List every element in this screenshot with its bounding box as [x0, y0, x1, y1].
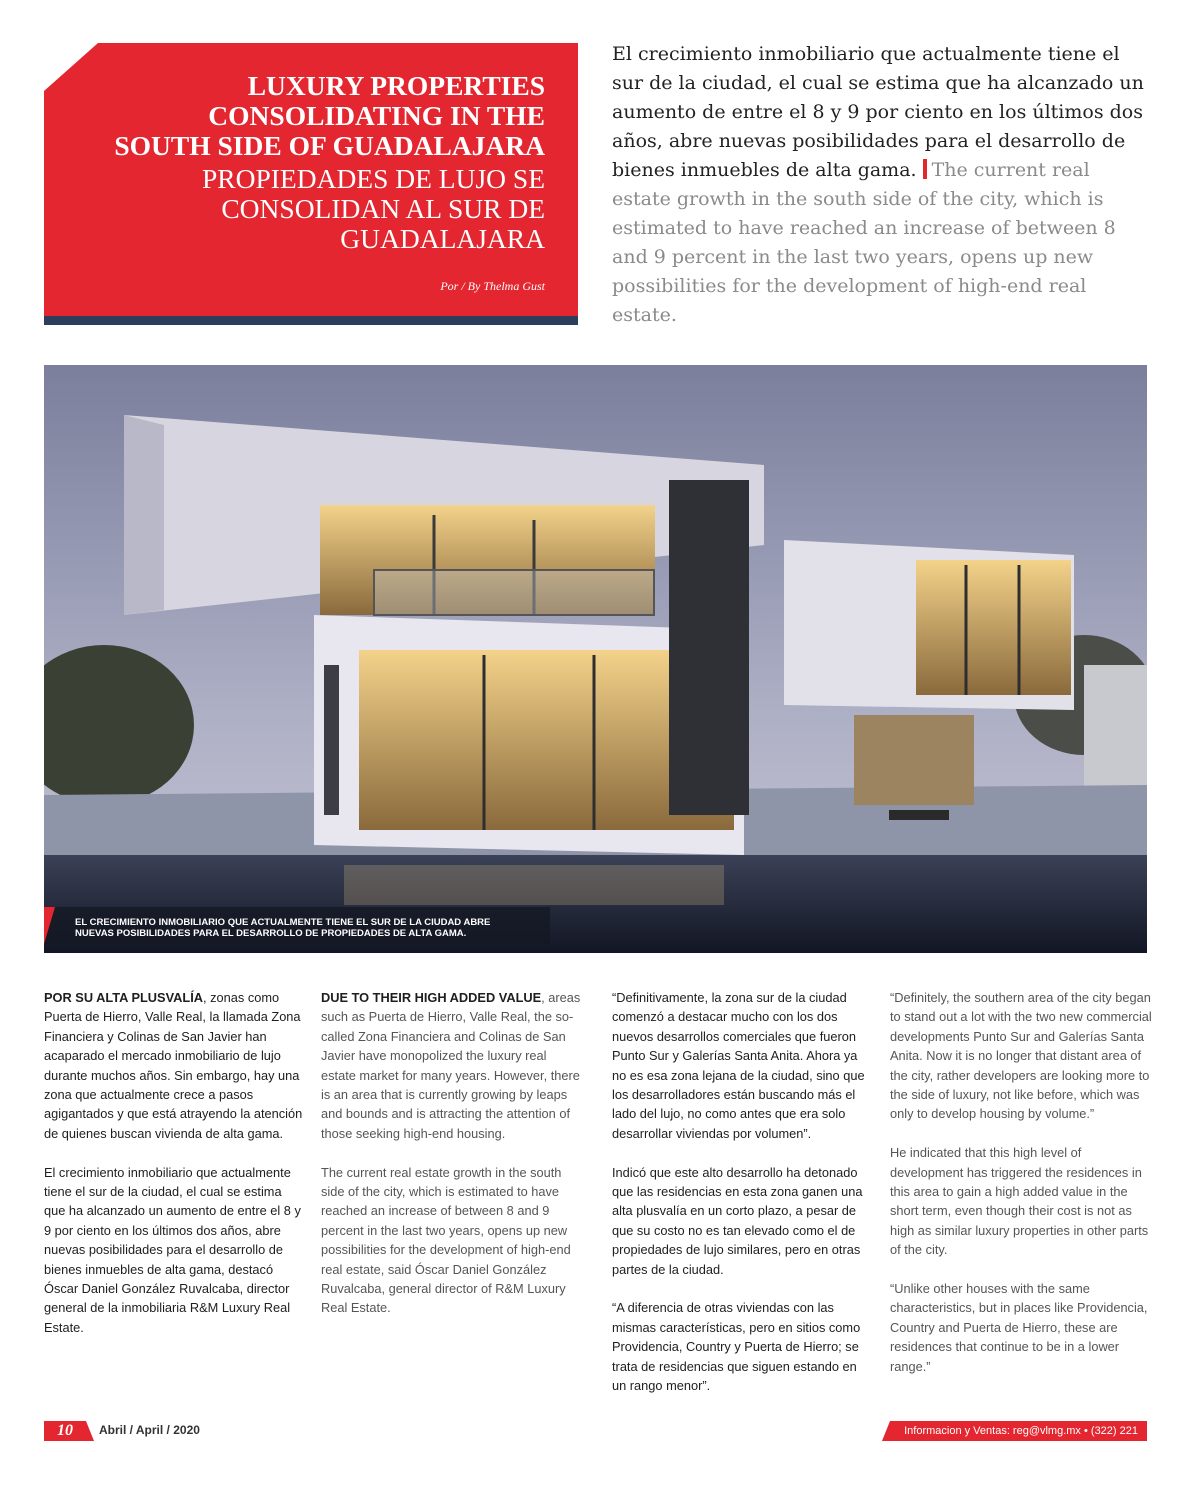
paragraph: The current real estate growth in the south side of the city, which is estimated to have reached an increase of between 8 and 9 percent in the last two years, opens up new possibilities for the development of high-end real estate, said Óscar Daniel González Ruvalcaba, general director of R&M Luxury Real Estate.	[321, 1164, 571, 1316]
intro-paragraph	[612, 40, 1152, 330]
byline: Por / By Thelma Gust	[440, 279, 545, 293]
page-number-text: 10	[57, 1422, 73, 1439]
headline-english	[114, 71, 545, 161]
headline-en-line: SOUTH SIDE OF GUADALAJARA	[114, 130, 545, 161]
headline-es-line: PROPIEDADES DE LUJO SE	[201, 163, 545, 194]
headline-box	[44, 43, 578, 316]
lead-in: DUE TO THEIR HIGH ADDED VALUE	[321, 990, 542, 1005]
contact-bar	[890, 1421, 1147, 1457]
caption-line: EL CRECIMIENTO INMOBILIARIO QUE ACTUALMENTE TIENE EL SUR DE LA CIUDAD ABRE	[75, 917, 491, 928]
language-separator-mark	[923, 159, 927, 179]
column-english-1	[321, 988, 583, 1337]
paragraph: “A diferencia de otras viviendas con las mismas características, pero en sitios como Providencia, Country y Puerta de Hierro; se trata de residencias que siguen estando en un rango menor”.	[612, 1300, 861, 1394]
page-number-cut	[86, 1421, 94, 1441]
headline-en-line: CONSOLIDATING IN THE	[208, 100, 545, 131]
paragraph: “Definitivamente, la zona sur de la ciudad comenzó a destacar mucho con los dos nuevos desarrollos comerciales que fueron Punto Sur y Galerías Santa Anita. Ahora ya no es esa zona lejana de la ciudad, sino que los desarrolladores están buscando más el lado del lujo, no como antes que era solo desarrollar viviendas por volumen”.	[612, 990, 865, 1141]
headline-es-line: CONSOLIDAN AL SUR DE	[221, 193, 545, 224]
photo-caption	[44, 907, 550, 944]
page-number	[44, 1421, 86, 1441]
issue-date: Abril / April / 2020	[99, 1423, 200, 1437]
caption-accent-mark	[44, 907, 55, 944]
paragraph-text: , areas such as Puerta de Hierro, Valle Real, the so-called Zona Financiera and Colinas de San Javier have monopolized the luxury real estate market for many years. However, there is an area that is currently growing by leaps and bounds and is attracting the attention of those seeking high-end housing.	[321, 990, 581, 1141]
house-photo	[44, 365, 1147, 953]
paragraph: Indicó que este alto desarrollo ha detonado que las residencias en esta zona ganen una alta plusvalía en un corto plazo, a pesar de que su costo no es tan elevado como el de propiedades de lujo similares, pero en otras partes de la ciudad.	[612, 1164, 863, 1277]
headline-es-line: GUADALAJARA	[340, 223, 545, 254]
paragraph	[44, 988, 306, 1143]
contact-text: Informacion y Ventas: reg@vlmg.mx • (322) 221 0106	[904, 1425, 1138, 1457]
paragraph: He indicated that this high level of development has triggered the residences in this area to gain a high added value in the short term, even though their cost is not as high as similar luxury properties in other parts of the city.	[890, 1145, 1149, 1258]
lead-in: POR SU ALTA PLUSVALÍA	[44, 990, 204, 1005]
intro-english: The current real estate growth in the south side of the city, which is estimated to have reached an increase of between 8 and 9 percent in the last two years, opens up new possibilities for the development of high-end real estate.	[612, 159, 1116, 326]
corner-cut	[44, 43, 98, 91]
column-spanish-1	[44, 988, 306, 1357]
paragraph-text: , zonas como Puerta de Hierro, Valle Real, la llamada Zona Financiera y Colinas de San Javier han acaparado el mercado inmobiliario de lujo durante muchos años. Sin embargo, hay una zona que actualmente crece a pasos agigantados y que está atrayendo la atención de quienes buscan vivienda de alta gama.	[44, 990, 303, 1141]
paragraph: “Unlike other houses with the same characteristics, but in places like Providencia, Country and Puerta de Hierro, these are residences that continue to be in a lower range.”	[890, 1281, 1148, 1374]
headline-underline-bar	[44, 316, 578, 325]
paragraph: “Definitely, the southern area of the city began to stand out a lot with the two new commercial developments Punto Sur and Galerías Santa Anita. Now it is no longer that distant area of the city, rather developers are looking more to the side of luxury, not like before, which was only to develop housing by volume.”	[890, 990, 1152, 1122]
caption-text	[75, 917, 490, 939]
intro-spanish: El crecimiento inmobiliario que actualmente tiene el sur de la ciudad, el cual se estima que ha alcanzado un aumento de entre el 8 y 9 por ciento en los últimos dos años, abre nuevas posibilidades para el desarrollo de bienes inmuebles de alta gama.	[612, 43, 1144, 181]
contact-bar-cut	[882, 1421, 890, 1441]
headline-spanish	[202, 164, 545, 254]
column-spanish-2	[612, 988, 874, 1415]
house-illustration	[44, 365, 1147, 953]
paragraph	[321, 988, 583, 1143]
paragraph: El crecimiento inmobiliario que actualmente tiene el sur de la ciudad, el cual se estima que ha alcanzado un aumento de entre el 8 y 9 por ciento en los últimos dos años, abre nuevas posibilidades para el desarrollo de bienes inmuebles de alta gama, destacó Óscar Daniel González Ruvalcaba, director general de la inmobiliaria R&M Luxury Real Estate.	[44, 1164, 301, 1335]
caption-line: NUEVAS POSIBILIDADES PARA EL DESARROLLO DE PROPIEDADES DE ALTA GAMA.	[75, 928, 467, 939]
headline-en-line: LUXURY PROPERTIES	[247, 70, 545, 101]
column-english-2	[890, 988, 1152, 1395]
